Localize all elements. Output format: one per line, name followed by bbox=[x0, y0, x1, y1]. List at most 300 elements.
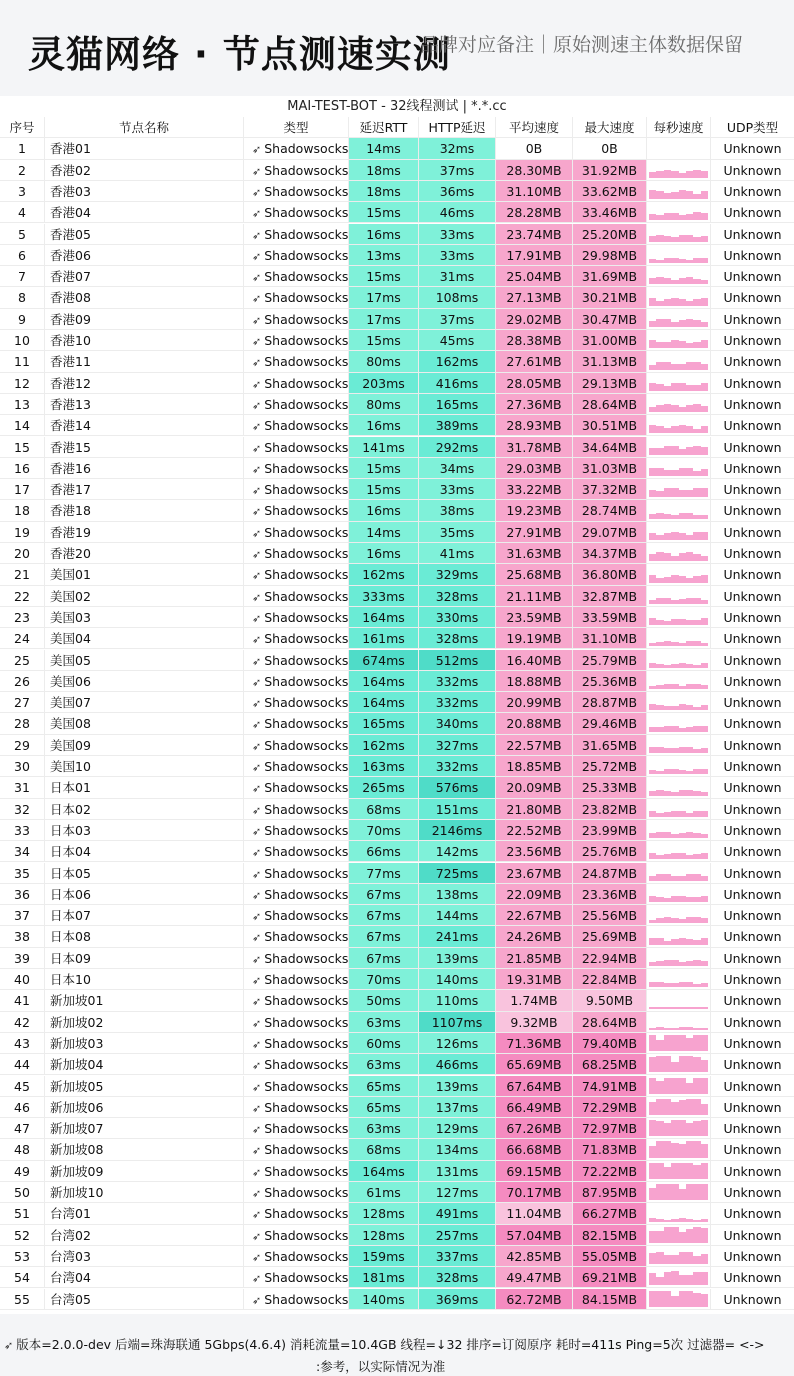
avg-speed: 27.61MB bbox=[496, 351, 573, 372]
sparkline-bar bbox=[656, 832, 663, 838]
udp-type: Unknown bbox=[711, 905, 794, 926]
sparkline-bar bbox=[671, 726, 678, 732]
paper-plane-icon: ➶ bbox=[252, 1080, 262, 1094]
sparkline-bar bbox=[693, 299, 700, 306]
sparkline-bar bbox=[701, 792, 708, 796]
max-speed: 23.82MB bbox=[573, 799, 647, 820]
sparkline-bar bbox=[701, 1184, 708, 1200]
sparkline bbox=[649, 673, 708, 689]
rtt-latency: 16ms bbox=[349, 415, 419, 436]
sparkline-bar bbox=[686, 641, 693, 646]
udp-type: Unknown bbox=[711, 181, 794, 202]
sparkline-bar bbox=[656, 855, 663, 860]
sparkline-bar bbox=[693, 362, 700, 370]
node-type-label: Shadowsocks bbox=[264, 375, 349, 391]
sparkline-bar bbox=[693, 620, 700, 625]
http-latency: 327ms bbox=[419, 735, 496, 756]
paper-plane-icon: ➶ bbox=[252, 803, 262, 817]
sparkline-bar bbox=[686, 1123, 693, 1136]
rtt-latency: 60ms bbox=[349, 1033, 419, 1054]
sparkline-bar bbox=[671, 322, 678, 327]
node-type-label: Shadowsocks bbox=[264, 333, 349, 348]
http-latency: 491ms bbox=[419, 1203, 496, 1224]
sparkline-bar bbox=[679, 1232, 686, 1243]
paper-plane-icon: ➶ bbox=[252, 313, 262, 327]
avg-speed: 57.04MB bbox=[496, 1225, 573, 1246]
sparkline-bar bbox=[701, 876, 708, 880]
avg-speed: 21.11MB bbox=[496, 586, 573, 607]
node-type bbox=[244, 287, 349, 308]
http-latency: 329ms bbox=[419, 564, 496, 585]
sparkline-bar bbox=[656, 727, 663, 731]
row-index: 20 bbox=[0, 543, 45, 564]
http-latency: 332ms bbox=[419, 692, 496, 713]
sparkline-bar bbox=[671, 918, 678, 923]
per-second-sparkline bbox=[647, 713, 711, 734]
sparkline-bar bbox=[686, 1056, 693, 1072]
table-row bbox=[0, 245, 794, 266]
sparkline-bar bbox=[679, 1252, 686, 1264]
node-type bbox=[244, 841, 349, 862]
avg-speed: 28.28MB bbox=[496, 202, 573, 223]
row-index: 36 bbox=[0, 884, 45, 905]
node-name: 香港05 bbox=[45, 224, 244, 245]
sparkline-bar bbox=[686, 490, 693, 497]
sparkline-bar bbox=[701, 515, 708, 519]
per-second-sparkline bbox=[647, 351, 711, 372]
udp-type: Unknown bbox=[711, 160, 794, 181]
node-type-label: Shadowsocks bbox=[264, 737, 349, 753]
node-type-label: Shadowsocks bbox=[264, 652, 349, 668]
max-speed: 22.84MB bbox=[573, 969, 647, 990]
sparkline-bar bbox=[656, 277, 663, 284]
sparkline-bar bbox=[671, 748, 678, 753]
sparkline-bar bbox=[649, 833, 656, 838]
table-row bbox=[0, 1076, 794, 1097]
sparkline-bar bbox=[649, 575, 656, 582]
node-type-label: Shadowsocks bbox=[264, 141, 349, 157]
sparkline-bar bbox=[693, 874, 700, 880]
sparkline-bar bbox=[671, 1143, 678, 1158]
sparkline-bar bbox=[664, 769, 671, 774]
sparkline-bar bbox=[649, 1218, 656, 1221]
http-latency: 33ms bbox=[419, 245, 496, 266]
node-type-label: Shadowsocks bbox=[264, 546, 349, 561]
node-name: 香港20 bbox=[45, 543, 244, 564]
table-row bbox=[0, 373, 794, 394]
sparkline-bar bbox=[686, 235, 693, 242]
node-type-label: Shadowsocks bbox=[264, 844, 349, 860]
avg-speed: 16.40MB bbox=[496, 650, 573, 671]
sparkline-bar bbox=[649, 1231, 656, 1243]
per-second-sparkline bbox=[647, 692, 711, 713]
udp-type: Unknown bbox=[711, 330, 794, 351]
sparkline bbox=[649, 630, 708, 646]
sparkline-bar bbox=[686, 897, 693, 902]
sparkline-bar bbox=[664, 319, 671, 327]
sparkline-bar bbox=[664, 553, 671, 561]
node-type bbox=[244, 735, 349, 756]
sparkline-bar bbox=[671, 446, 678, 455]
sparkline-bar bbox=[686, 1219, 693, 1222]
sparkline-bar bbox=[693, 1227, 700, 1243]
sparkline-bar bbox=[701, 811, 708, 817]
node-name: 香港07 bbox=[45, 266, 244, 287]
sparkline-bar bbox=[686, 664, 693, 668]
node-type bbox=[244, 309, 349, 330]
node-type-label: Shadowsocks bbox=[264, 588, 349, 604]
rtt-latency: 164ms bbox=[349, 1161, 419, 1182]
sparkline-bar bbox=[686, 982, 693, 987]
node-type-label: Shadowsocks bbox=[264, 1206, 349, 1222]
per-second-sparkline bbox=[647, 1203, 711, 1224]
http-latency: 725ms bbox=[419, 863, 496, 884]
rtt-latency: 65ms bbox=[349, 1076, 419, 1097]
http-latency: 32ms bbox=[419, 138, 496, 159]
table-row bbox=[0, 1246, 794, 1267]
per-second-sparkline bbox=[647, 628, 711, 649]
sparkline-bar bbox=[671, 706, 678, 711]
node-type bbox=[244, 224, 349, 245]
node-name: 日本01 bbox=[45, 777, 244, 798]
per-second-sparkline bbox=[647, 1267, 711, 1288]
table-row bbox=[0, 160, 794, 181]
node-type-label: Shadowsocks bbox=[264, 1142, 349, 1158]
avg-speed: 31.78MB bbox=[496, 437, 573, 458]
udp-type: Unknown bbox=[711, 820, 794, 841]
node-type-label: Shadowsocks bbox=[264, 716, 349, 732]
sparkline-bar bbox=[671, 939, 678, 945]
udp-type: Unknown bbox=[711, 564, 794, 585]
sparkline-bar bbox=[679, 853, 686, 859]
node-type bbox=[244, 777, 349, 798]
sparkline-bar bbox=[664, 1255, 671, 1264]
rtt-latency: 203ms bbox=[349, 373, 419, 394]
row-index: 2 bbox=[0, 160, 45, 181]
rtt-latency: 16ms bbox=[349, 500, 419, 521]
row-index: 21 bbox=[0, 564, 45, 585]
sparkline-bar bbox=[671, 1184, 678, 1200]
max-speed: 28.64MB bbox=[573, 1012, 647, 1033]
max-speed: 31.92MB bbox=[573, 160, 647, 181]
paper-plane-icon: ➶ bbox=[4, 1339, 14, 1352]
sparkline-bar bbox=[693, 1293, 700, 1307]
sparkline-bar bbox=[649, 383, 656, 391]
sparkline-bar bbox=[693, 212, 700, 220]
sparkline-bar bbox=[671, 258, 678, 263]
sparkline-bar bbox=[679, 364, 686, 370]
table-row bbox=[0, 1139, 794, 1160]
node-name: 美国03 bbox=[45, 607, 244, 628]
sparkline-bar bbox=[693, 320, 700, 327]
max-speed: 31.69MB bbox=[573, 266, 647, 287]
sparkline-bar bbox=[664, 1035, 671, 1051]
max-speed: 31.13MB bbox=[573, 351, 647, 372]
sparkline-bar bbox=[656, 260, 663, 263]
table-row bbox=[0, 969, 794, 990]
node-type bbox=[244, 437, 349, 458]
http-latency: 1107ms bbox=[419, 1012, 496, 1033]
sparkline-bar bbox=[693, 641, 700, 646]
sparkline-bar bbox=[693, 532, 700, 540]
rtt-latency: 16ms bbox=[349, 543, 419, 564]
max-speed: 25.36MB bbox=[573, 671, 647, 692]
avg-speed: 31.63MB bbox=[496, 543, 573, 564]
http-latency: 330ms bbox=[419, 607, 496, 628]
http-latency: 31ms bbox=[419, 266, 496, 287]
avg-speed: 21.85MB bbox=[496, 948, 573, 969]
table-row bbox=[0, 692, 794, 713]
avg-speed: 19.19MB bbox=[496, 628, 573, 649]
sparkline-bar bbox=[649, 321, 656, 327]
table-row bbox=[0, 948, 794, 969]
rtt-latency: 165ms bbox=[349, 713, 419, 734]
paper-plane-icon: ➶ bbox=[252, 952, 262, 966]
sparkline-bar bbox=[679, 1100, 686, 1115]
sparkline-bar bbox=[693, 684, 700, 689]
paper-plane-icon: ➶ bbox=[252, 697, 262, 711]
http-latency: 257ms bbox=[419, 1225, 496, 1246]
sparkline bbox=[649, 801, 708, 817]
sparkline-bar bbox=[649, 340, 656, 348]
rtt-latency: 164ms bbox=[349, 692, 419, 713]
node-type bbox=[244, 1225, 349, 1246]
sparkline bbox=[649, 865, 708, 881]
sparkline-bar bbox=[686, 447, 693, 455]
avg-speed: 25.68MB bbox=[496, 564, 573, 585]
rtt-latency: 50ms bbox=[349, 990, 419, 1011]
table-row bbox=[0, 841, 794, 862]
node-type-label: Shadowsocks bbox=[264, 269, 349, 285]
sparkline-bar bbox=[679, 1163, 686, 1179]
sparkline-bar bbox=[649, 554, 656, 561]
udp-type: Unknown bbox=[711, 1118, 794, 1139]
node-type bbox=[244, 160, 349, 181]
per-second-sparkline bbox=[647, 1033, 711, 1054]
sparkline-bar bbox=[671, 664, 678, 668]
avg-speed: 22.52MB bbox=[496, 820, 573, 841]
sparkline bbox=[649, 502, 708, 518]
sparkline bbox=[649, 971, 708, 987]
node-type bbox=[244, 820, 349, 841]
paper-plane-icon: ➶ bbox=[252, 675, 262, 689]
sparkline-bar bbox=[693, 429, 700, 434]
http-latency: 2146ms bbox=[419, 820, 496, 841]
sparkline-bar bbox=[686, 1163, 693, 1179]
node-type-label: Shadowsocks bbox=[264, 247, 349, 263]
sparkline-bar bbox=[701, 705, 708, 710]
node-type bbox=[244, 1076, 349, 1097]
rtt-latency: 141ms bbox=[349, 437, 419, 458]
http-latency: 328ms bbox=[419, 1267, 496, 1288]
row-index: 48 bbox=[0, 1139, 45, 1160]
row-index: 37 bbox=[0, 905, 45, 926]
sparkline-bar bbox=[701, 1163, 708, 1179]
node-type bbox=[244, 650, 349, 671]
max-speed: 34.37MB bbox=[573, 543, 647, 564]
sparkline-bar bbox=[701, 406, 708, 412]
sparkline-bar bbox=[656, 1121, 663, 1136]
http-latency: 139ms bbox=[419, 948, 496, 969]
per-second-sparkline bbox=[647, 1225, 711, 1246]
sparkline-bar bbox=[671, 383, 678, 390]
sparkline-bar bbox=[664, 404, 671, 412]
sparkline-bar bbox=[686, 1291, 693, 1307]
per-second-sparkline bbox=[647, 1182, 711, 1203]
rtt-latency: 674ms bbox=[349, 650, 419, 671]
sparkline-bar bbox=[686, 552, 693, 561]
node-name: 香港08 bbox=[45, 287, 244, 308]
sparkline-bar bbox=[656, 468, 663, 476]
row-index: 30 bbox=[0, 756, 45, 777]
sparkline-bar bbox=[671, 364, 678, 370]
sparkline-bar bbox=[649, 962, 656, 966]
node-name: 新加坡06 bbox=[45, 1097, 244, 1118]
node-name: 台湾02 bbox=[45, 1225, 244, 1246]
page-header bbox=[0, 0, 794, 96]
avg-speed: 19.31MB bbox=[496, 969, 573, 990]
status-footer bbox=[0, 1330, 794, 1376]
sparkline-bar bbox=[701, 322, 708, 327]
udp-type: Unknown bbox=[711, 777, 794, 798]
paper-plane-icon: ➶ bbox=[252, 782, 262, 796]
node-type bbox=[244, 926, 349, 947]
sparkline-bar bbox=[649, 1035, 656, 1051]
table-row bbox=[0, 628, 794, 649]
sparkline-bar bbox=[649, 468, 656, 476]
sparkline-bar bbox=[664, 791, 671, 796]
node-type bbox=[244, 1012, 349, 1033]
per-second-sparkline bbox=[647, 863, 711, 884]
sparkline-bar bbox=[686, 771, 693, 775]
max-speed: 33.59MB bbox=[573, 607, 647, 628]
avg-speed: 67.26MB bbox=[496, 1118, 573, 1139]
sparkline-bar bbox=[693, 726, 700, 732]
node-type-label: Shadowsocks bbox=[264, 1099, 349, 1115]
sparkline-bar bbox=[664, 278, 671, 284]
paper-plane-icon: ➶ bbox=[252, 505, 262, 519]
sparkline bbox=[649, 907, 708, 923]
sparkline bbox=[649, 311, 708, 327]
sparkline bbox=[649, 481, 708, 497]
node-type-label: Shadowsocks bbox=[264, 609, 349, 625]
sparkline-bar bbox=[701, 556, 708, 562]
max-speed: 28.64MB bbox=[573, 394, 647, 415]
sparkline-bar bbox=[701, 447, 708, 455]
http-latency: 33ms bbox=[419, 224, 496, 245]
node-name: 美国02 bbox=[45, 586, 244, 607]
sparkline-bar bbox=[686, 1252, 693, 1264]
sparkline-bar bbox=[679, 1275, 686, 1286]
rtt-latency: 13ms bbox=[349, 245, 419, 266]
sparkline bbox=[649, 353, 708, 369]
node-name: 美国09 bbox=[45, 735, 244, 756]
table-row bbox=[0, 266, 794, 287]
sparkline-bar bbox=[693, 833, 700, 839]
paper-plane-icon: ➶ bbox=[252, 228, 262, 242]
avg-speed: 1.74MB bbox=[496, 990, 573, 1011]
node-type bbox=[244, 330, 349, 351]
sparkline bbox=[649, 715, 708, 731]
sparkline-bar bbox=[701, 213, 708, 220]
row-index: 8 bbox=[0, 287, 45, 308]
paper-plane-icon: ➶ bbox=[252, 462, 262, 476]
node-type-label: Shadowsocks bbox=[264, 567, 349, 583]
paper-plane-icon: ➶ bbox=[252, 910, 262, 924]
sparkline bbox=[649, 375, 708, 391]
row-index: 3 bbox=[0, 181, 45, 202]
sparkline-bar bbox=[664, 446, 671, 455]
node-type-label: Shadowsocks bbox=[264, 950, 349, 966]
udp-type: Unknown bbox=[711, 224, 794, 245]
sparkline-bar bbox=[664, 1007, 671, 1008]
per-second-sparkline bbox=[647, 500, 711, 521]
sparkline bbox=[649, 928, 708, 944]
row-index: 11 bbox=[0, 351, 45, 372]
sparkline-bar bbox=[649, 448, 656, 455]
udp-type: Unknown bbox=[711, 756, 794, 777]
udp-type: Unknown bbox=[711, 884, 794, 905]
sparkline-bar bbox=[701, 983, 708, 988]
node-type bbox=[244, 1054, 349, 1075]
http-latency: 340ms bbox=[419, 713, 496, 734]
http-latency: 129ms bbox=[419, 1118, 496, 1139]
sparkline-bar bbox=[671, 213, 678, 221]
node-type bbox=[244, 479, 349, 500]
node-type bbox=[244, 586, 349, 607]
avg-speed: 71.36MB bbox=[496, 1033, 573, 1054]
sparkline-bar bbox=[664, 917, 671, 924]
node-name: 香港15 bbox=[45, 437, 244, 458]
sparkline-bar bbox=[679, 876, 686, 881]
node-type bbox=[244, 990, 349, 1011]
sparkline-bar bbox=[679, 490, 686, 497]
node-type bbox=[244, 1267, 349, 1288]
sparkline-bar bbox=[679, 1120, 686, 1136]
row-index: 14 bbox=[0, 415, 45, 436]
sparkline-bar bbox=[656, 171, 663, 178]
paper-plane-icon: ➶ bbox=[252, 995, 262, 1009]
sparkline bbox=[649, 822, 708, 838]
avg-speed: 22.09MB bbox=[496, 884, 573, 905]
sparkline-bar bbox=[679, 468, 686, 476]
node-type bbox=[244, 671, 349, 692]
udp-type: Unknown bbox=[711, 1054, 794, 1075]
rtt-latency: 159ms bbox=[349, 1246, 419, 1267]
paper-plane-icon: ➶ bbox=[252, 824, 262, 838]
row-index: 26 bbox=[0, 671, 45, 692]
node-type bbox=[244, 351, 349, 372]
per-second-sparkline bbox=[647, 266, 711, 287]
table-row bbox=[0, 1097, 794, 1118]
per-second-sparkline bbox=[647, 330, 711, 351]
per-second-sparkline bbox=[647, 415, 711, 436]
table-row bbox=[0, 1012, 794, 1033]
http-latency: 328ms bbox=[419, 586, 496, 607]
row-index: 42 bbox=[0, 1012, 45, 1033]
sparkline-bar bbox=[701, 1120, 708, 1136]
sparkline-bar bbox=[649, 876, 656, 880]
paper-plane-icon: ➶ bbox=[252, 718, 262, 732]
row-index: 16 bbox=[0, 458, 45, 479]
sparkline-bar bbox=[679, 407, 686, 412]
sparkline-bar bbox=[649, 896, 656, 902]
paper-plane-icon: ➶ bbox=[252, 867, 262, 881]
sparkline-bar bbox=[649, 214, 656, 220]
per-second-sparkline bbox=[647, 650, 711, 671]
sparkline-bar bbox=[693, 897, 700, 902]
udp-type: Unknown bbox=[711, 990, 794, 1011]
